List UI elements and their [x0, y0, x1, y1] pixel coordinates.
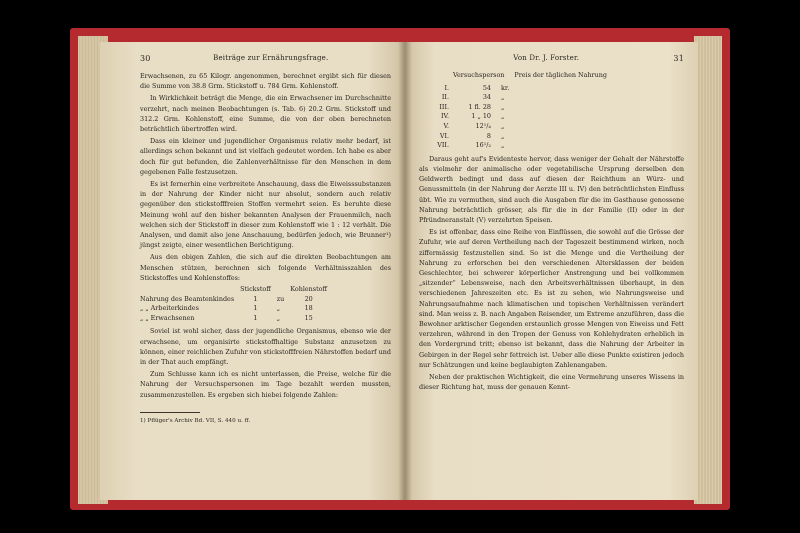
paragraph: Soviel ist wohl sicher, dass der jugendliche Organismus, ebenso wie der erwachsene, um organisirte stickstoffhaltige Substanz anzusetzen zu können, einer reichlichen Zufuhr von stickstofffreien Nährstoffen bedarf und in der That auch empfängt. — [140, 327, 391, 367]
person-id: VII. — [437, 141, 449, 150]
price: 54 — [482, 83, 491, 92]
table-row — [419, 141, 515, 151]
footnote: 1) Pflüger's Archiv Bd. VII, S. 440 u. ff. — [140, 417, 251, 424]
nitrogen-value: 1 — [253, 294, 258, 303]
table-header: Versuchsperson — [453, 71, 505, 79]
unit: „ — [501, 93, 505, 102]
left-page — [100, 42, 405, 500]
price: 1 „ 10 — [471, 112, 491, 121]
price: 34 — [482, 93, 491, 102]
person-id: VI. — [439, 131, 449, 140]
unit: „ — [501, 112, 505, 121]
page-number: 30 — [140, 54, 151, 63]
table-row — [140, 314, 333, 324]
separator: zu — [276, 294, 285, 303]
table-header: Kohlenstoff — [290, 285, 328, 294]
footnote-divider — [140, 412, 200, 413]
unit: kr. — [501, 83, 510, 92]
book-gutter — [398, 42, 412, 500]
carbon-value: 20 — [304, 294, 313, 303]
unit: „ — [501, 121, 505, 130]
table-row — [140, 295, 333, 305]
page-edges-right — [694, 36, 722, 504]
paragraph: Es ist offenbar, dass eine Reihe von Einflüssen, die sowohl auf die Grösse der Zufuhr, wie auf deren Vertheilung nach der Tageszeit bestimmend wirken, noch ziffermässig festzustellen sind. So ist die Menge und die Vertheilung der Nahrung zu erforschen bei den verschiedenen Altersklassen der beiden Geschlechter, bei schwerer körperlicher Anstrengung und bei vollkommen „sitzender“ Lebensweise, nach den Arbeitsverhältnissen überhaupt, in den verschiedenen Jahreszeiten etc. Es ist zu sehen, wie Nahrungsweise und Nahrungsaufnahme nach klimatischen und topischen Verhältnissen verändert sind. Man weiss z. B. nach Angaben Reisender, um Extreme anzuführen, dass die Bewohner arktischer Gegenden erstaunlich grosse Mengen von Eiweiss und Fett verzehren, während in den Tropen der Genuss von Kohlehydraten erheblich in den Vordergrund tritt; ebenso ist bekannt, dass die Nahrung der Arbeiter in Gebirgen in der Regel sehr fettreich ist. Ueber alle diese Punkte existiren jedoch nur Schätzungen und keine beglaubigten Zahlenangaben. — [419, 228, 684, 369]
unit: „ — [501, 141, 505, 150]
person-id: III. — [439, 102, 449, 111]
paragraph: In Wirklichkeit beträgt die Menge, die ein Erwachsener im Durchschnitte verzehrt, nach meinen Beobachtungen (s. Tab. 6) 20.2 Grm. Stickstoff und 312.2 Grm. Kohlenstoff, eine Summe, die von der oben berechneten beträchtlich übertroffen wird. — [140, 94, 391, 134]
paragraph: Aus den obigen Zahlen, die sich auf die direkten Beobachtungen am Menschen stützen, berechnen sich folgende Verhältnisszahlen des Stickstoffes und Kohlenstoffes: — [140, 253, 391, 282]
carbon-value: 18 — [304, 304, 313, 313]
nitrogen-value: 1 — [253, 304, 258, 313]
paragraph: Daraus geht auf's Evidenteste hervor, dass weniger der Gehalt der Nährstoffe als vielmehr der animalische oder vegetabilische Ursprung derselben den Geldwerth bedingt und dass auf diesen der Reichthum an Würz- und Genussmitteln (in der Nahrung der Aerzte III u. IV) den beträchtlichsten Einfluss übt. Wie zu vermuthen, sind auch die Ausgaben für die im Gasthause genossene Nahrung beträchtlich grösser, als für die in der Familie (II) oder in der Pfründneranstalt (V) verzehrten Speisen. — [419, 154, 684, 224]
row-label: Nahrung des Beamtenkindes — [140, 294, 235, 303]
unit: „ — [501, 131, 505, 140]
person-id: II. — [441, 93, 449, 102]
right-page — [405, 42, 698, 500]
table-row — [419, 132, 515, 142]
table-row — [140, 304, 333, 314]
price: 16¹/₂ — [475, 141, 491, 150]
table-row — [419, 84, 515, 94]
left-page-header — [140, 54, 391, 63]
carbon-value: 15 — [304, 313, 313, 322]
paragraph: Zum Schlusse kann ich es nicht unterlassen, die Preise, welche für die Nahrung der Versuchspersonen im Tage bezahlt werden mussten, zusammenzustellen. Es ergeben sich hiebei folgende Zahlen: — [140, 370, 391, 399]
page-number: 31 — [673, 54, 684, 63]
person-id: I. — [444, 83, 449, 92]
running-title: Von Dr. J. Forster. — [513, 54, 580, 62]
paragraph: Dass ein kleiner und jugendlicher Organismus relativ mehr bedarf, ist allerdings schon bekannt und ist vielfach gedeutet worden. Ich habe es aber doch für gut befunden, die Zahlenverhältnisse für den Menschen in dem gegebenen Falle festzusetzen. — [140, 137, 391, 176]
price: 1 fl. 28 — [468, 102, 491, 111]
nitrogen-value: 1 — [253, 313, 258, 322]
row-label: „ „ Arbeiterkindes — [140, 304, 199, 313]
right-page-header — [419, 54, 684, 63]
price-table — [419, 84, 515, 151]
price: 12¹/₄ — [475, 121, 491, 130]
table-row — [419, 122, 515, 132]
running-title: Beiträge zur Ernährungsfrage. — [213, 54, 329, 62]
separator: „ — [276, 304, 281, 313]
price-table-header — [453, 71, 613, 81]
row-label: „ „ Erwachsenen — [140, 313, 195, 322]
ratio-table — [140, 285, 333, 323]
table-header: Stickstoff — [240, 285, 271, 294]
table-header: Preis der täglichen Nahrung — [514, 71, 607, 79]
unit: „ — [501, 102, 505, 111]
table-row — [419, 103, 515, 113]
table-row — [419, 93, 515, 103]
person-id: V. — [443, 121, 449, 130]
person-id: IV. — [440, 112, 449, 121]
paragraph: Erwachsenen, zu 65 Kilogr. angenommen, berechnet ergibt sich für diesen die Summe von 38.8 Grm. Stickstoff u. 784 Grm. Kohlenstoff. — [140, 72, 391, 91]
price: 8 — [486, 131, 491, 140]
paragraph: Es ist fernerhin eine verbreitete Anschauung, dass die Eiweisssubstanzen in der Nahrung der Kinder nicht nur absolut, sondern auch relativ gegenüber den stickstofffreien Stoffen vermehrt seien. Es beruhte diese Meinung wohl auf den bisher bekannten Analysen der Frauenmilch, nach welchen sich der Stickstoff in dieser zum Kohlenstoff wie 1 : 12 verhält. Die Analysen, und damit also jene Anschauung, bedürfen jedoch, wie Brunner¹) jüngst zeigte, einer wesentlichen Berichtigung. — [140, 180, 391, 250]
separator: „ — [276, 313, 281, 322]
paragraph: Neben der praktischen Wichtigkeit, die eine Vermehrung unseres Wissens in dieser Richtung hat, muss der genauen Kennt- — [419, 373, 684, 392]
table-row — [419, 112, 515, 122]
